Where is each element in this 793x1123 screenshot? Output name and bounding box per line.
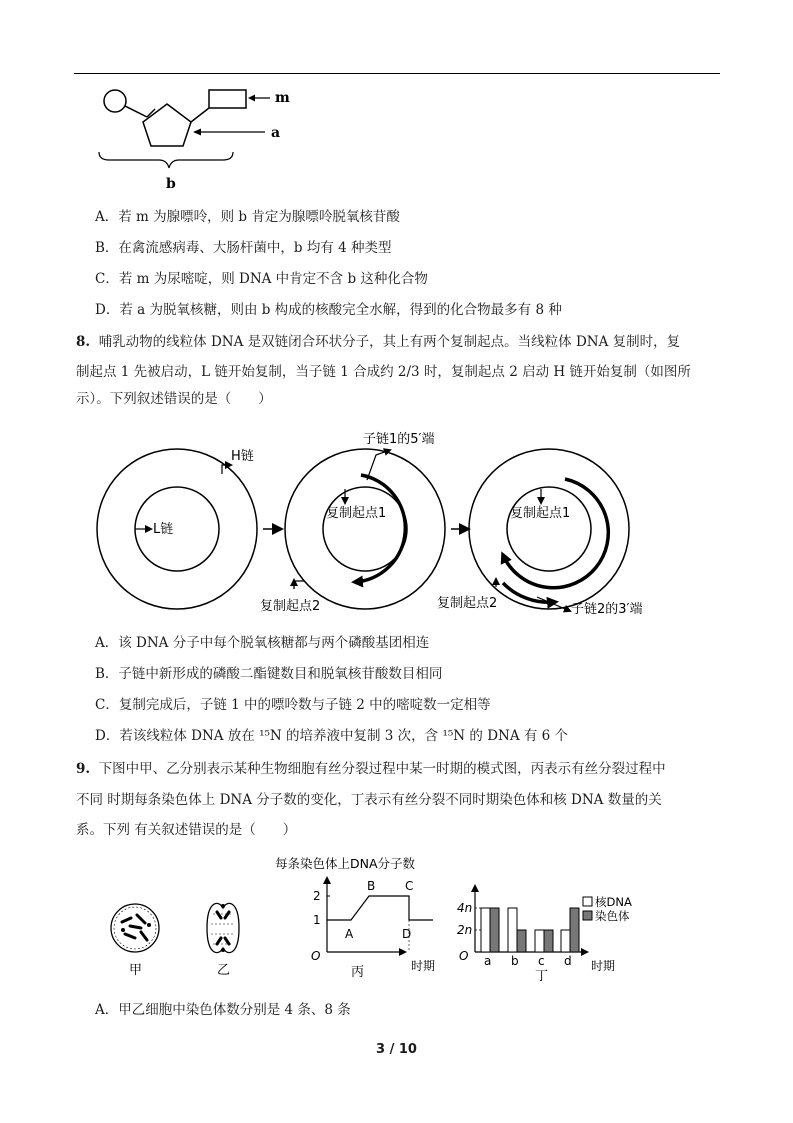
cell-yi [207, 903, 239, 978]
chart-ding-cat-d: d [564, 954, 572, 968]
q8-stem-line-1 [76, 333, 680, 351]
chart-ding-bar-d-dna [561, 930, 570, 952]
q7-option-b: B．在禽流感病毒、大肠杆菌中，b 均有 4 种类型 [95, 240, 392, 256]
mitosis-figure [95, 852, 655, 982]
brace-b [99, 152, 233, 168]
chart-ding [457, 886, 632, 982]
chart-ding-bar-a-dna [481, 908, 490, 952]
origin2-label-2: 复制起点2 [437, 596, 498, 611]
chart-ding-cat-a: a [484, 954, 492, 968]
q7-option-d: D．若 a 为脱氧核糖，则由 b 构成的核酸完全水解，得到的化合物最多有 8 种 [95, 302, 562, 318]
chart-ding-bar-d-chromosome [570, 908, 579, 952]
base-rect [209, 90, 246, 108]
chart-ding-bar-a-chromosome [490, 908, 499, 952]
cell-jia-label: 甲 [129, 963, 143, 978]
nucleotide-figure [95, 82, 315, 197]
q8-option-b: B．子链中新形成的磷酸二酯键数目和脱氧核苷酸数目相同 [95, 666, 443, 682]
daughter2-3end-label: 子链2的3′端 [571, 602, 643, 617]
legend-swatch-chromosome [583, 911, 592, 920]
chart-bing [275, 856, 435, 980]
q8-option-c: C．复制完成后，子链 1 中的嘌呤数与子链 2 中的嘧啶数一定相等 [95, 697, 491, 713]
chart-bing-point-d: D [402, 927, 412, 941]
cell-jia [111, 904, 159, 978]
chart-bing-ytick-1: 1 [313, 913, 321, 927]
legend-label-dna: 核DNA [595, 895, 632, 909]
chart-bing-point-b: B [367, 879, 376, 893]
chart-bing-title: 每条染色体上DNA分子数 [275, 856, 416, 871]
label-a: a [271, 125, 281, 141]
chart-bing-line [327, 896, 433, 920]
q8-stem-text-1: 哺乳动物的线粒体 DNA 是双链闭合环状分子，其上有两个复制起点。当线粒体 DNA 复制时，复 [98, 334, 681, 350]
daughter-strand-1 [355, 475, 405, 582]
label-m: m [275, 90, 290, 106]
chart-ding-origin: O [459, 949, 469, 963]
chart-ding-bar-b-chromosome [517, 930, 526, 952]
chart-bing-point-a: A [345, 927, 354, 941]
q8-number: 8. [76, 334, 91, 350]
q9-stem-line-2: 不同 时期每条染色体上 DNA 分子数的变化，丁表示有丝分裂不同时期染色体和核 DNA 数量的关 [76, 792, 662, 808]
chart-bing-ytick-2: 2 [313, 889, 321, 903]
pentose-pentagon [143, 104, 191, 146]
chart-ding-ytick-2n: 2n [457, 923, 473, 937]
chart-bing-xlabel: 时期 [411, 959, 436, 973]
origin1-label-2: 复制起点1 [510, 506, 571, 521]
page-number: 3 / 10 [376, 1042, 417, 1057]
chart-bing-point-c: C [405, 879, 414, 893]
mtdna-replication-figure [95, 425, 695, 625]
chart-ding-bar-b-dna [508, 908, 517, 952]
dna-ring-3 [437, 449, 643, 617]
q9-stem-line-3: 系。下列 有关叙述错误的是（ ） [76, 822, 297, 838]
q7-option-a: A．若 m 为腺嘌呤，则 b 肯定为腺嘌呤脱氧核苷酸 [95, 209, 400, 225]
q9-stem-line-1 [76, 760, 666, 778]
chart-ding-bar-c-chromosome [544, 930, 553, 952]
l-chain-label: L链 [153, 522, 174, 537]
chart-ding-cat-b: b [511, 954, 519, 968]
chart-ding-bar-c-dna [535, 930, 544, 952]
origin1-label: 复制起点1 [326, 506, 387, 521]
q8-stem-line-3: 示）。下列叙述错误的是（ ） [76, 391, 272, 407]
cell-yi-label: 乙 [217, 963, 231, 978]
q7-option-c: C．若 m 为尿嘧啶，则 DNA 中肯定不含 b 这种化合物 [95, 271, 428, 287]
daughter1-5end-label: 子链1的5′端 [363, 432, 435, 447]
h-chain-label: H链 [231, 449, 254, 464]
legend-label-chromosome: 染色体 [595, 909, 630, 923]
chart-bing-origin: O [311, 949, 321, 963]
q8-option-d: D．若该线粒体 DNA 放在 ¹⁵N 的培养液中复制 3 次，含 ¹⁵N 的 DNA 有 6 个 [95, 728, 569, 744]
chart-bing-caption: 丙 [351, 965, 365, 980]
origin2-label-1: 复制起点2 [260, 599, 321, 614]
dna-ring-2 [260, 431, 445, 614]
q9-number: 9. [76, 761, 91, 777]
legend-swatch-dna [583, 897, 592, 906]
dna-ring-1 [97, 449, 257, 609]
chart-ding-ytick-4n: 4n [457, 901, 473, 915]
q9-stem-text-1: 下图中甲、乙分别表示某种生物细胞有丝分裂过程中某一时期的模式图，丙表示有丝分裂过程中 [98, 761, 666, 777]
q9-option-a: A．甲乙细胞中染色体数分别是 4 条、8 条 [95, 1002, 351, 1018]
q8-option-a: A．该 DNA 分子中每个脱氧核糖都与两个磷酸基团相连 [95, 635, 430, 651]
phosphate-circle [104, 90, 126, 112]
chart-ding-xlabel: 时期 [591, 959, 616, 973]
header-rule [74, 73, 720, 74]
chart-ding-cat-c: c [538, 954, 545, 968]
daughter-strand-1-complete [503, 479, 608, 588]
label-b: b [166, 176, 176, 192]
q8-stem-line-2: 制起点 1 先被启动，L 链开始复制，当子链 1 合成约 2/3 时，复制起点 2 启动 H 链开始复制（如图所 [76, 364, 691, 380]
chart-ding-caption: 丁 [535, 969, 549, 982]
